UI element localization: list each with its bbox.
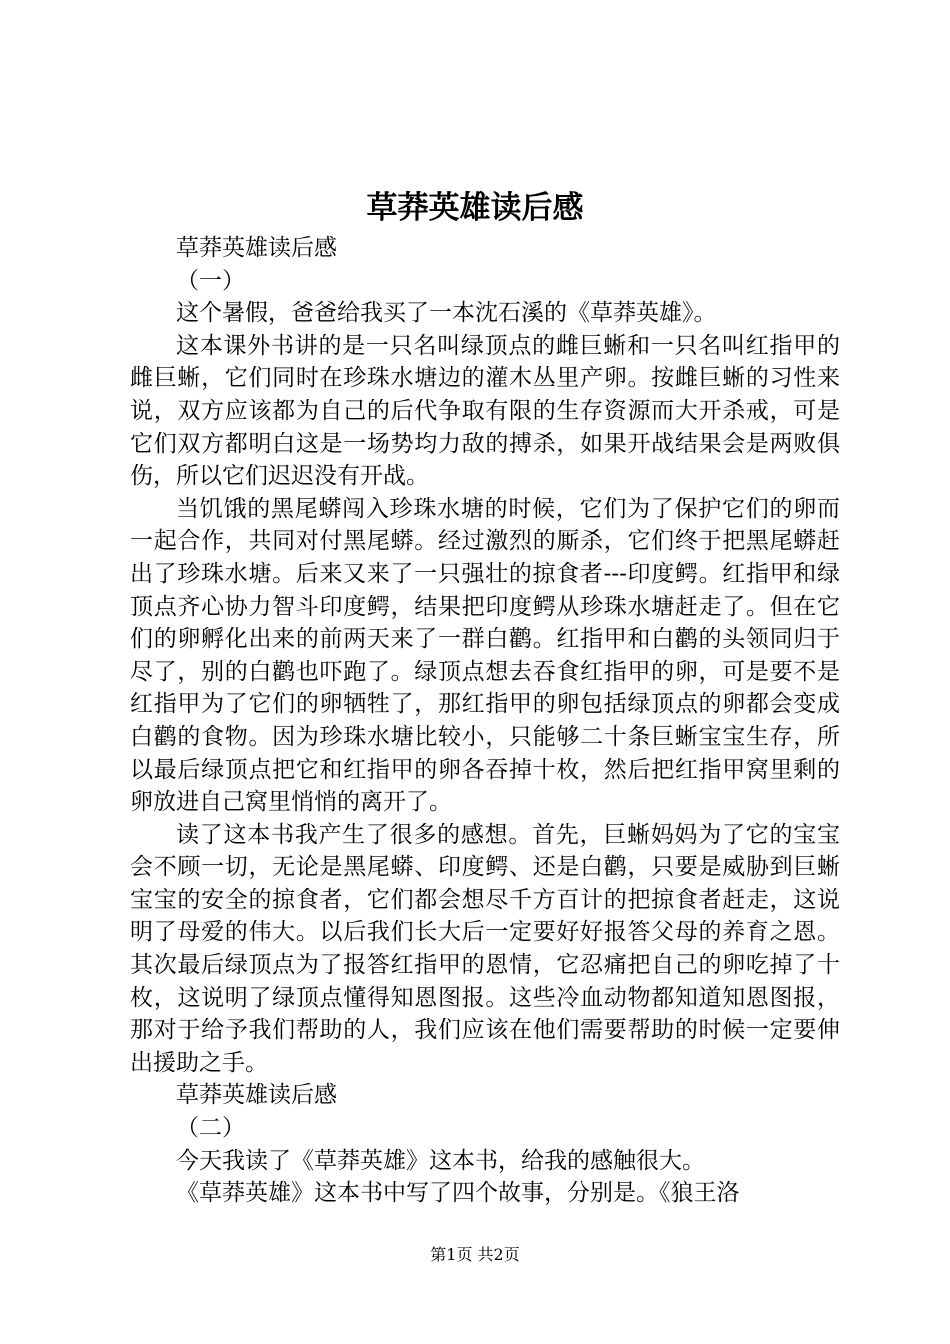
- section-marker: （二）: [176, 1115, 245, 1142]
- body-paragraph: 当饥饿的黑尾蟒闯入珍珠水塘的时候，它们为了保护它们的卵而一起合作，共同对付黑尾蟒。经过激烈的厮杀，它们终于把黑尾蟒赶出了珍珠水塘。后来又来了一只强壮的掠食者---印度鳄。红指甲和绿顶点齐心协力智斗印度鳄，结果把印度鳄从珍珠水塘赶走了。但在它们的卵孵化出来的前两天来了一群白鹳。红指甲和白鹳的头领同归于尽了，别的白鹳也吓跑了。绿顶点想去吞食红指甲的卵，可是要不是红指甲为了它们的卵牺牲了，那红指甲的卵包括绿顶点的卵都会变成白鹳的食物。因为珍珠水塘比较小，只能够二十条巨蜥宝宝生存，所以最后绿顶点把它和红指甲的卵各吞掉十枚，然后把红指甲窝里剩的卵放进自己窝里悄悄的离开了。: [130, 495, 840, 816]
- subtitle-paragraph: 草莽英雄读后感: [176, 235, 337, 261]
- body-paragraph: 读了这本书我产生了很多的感想。首先，巨蜥妈妈为了它的宝宝会不顾一切，无论是黑尾蟒、印度鳄、还是白鹳，只要是威胁到巨蜥宝宝的安全的掠食者，它们都会想尽千方百计的把掠食者赶走，这说明了母爱的伟大。以后我们长大后一定要好好报答父母的养育之恩。其次最后绿顶点为了报答红指甲的恩情，它忍痛把自己的卵吃掉了十枚，这说明了绿顶点懂得知恩图报。这些冷血动物都知道知恩图报，那对于给予我们帮助的人，我们应该在他们需要帮助的时候一定要伸出援助之手。: [130, 821, 840, 1076]
- body-paragraph: 这本课外书讲的是一只名叫绿顶点的雌巨蜥和一只名叫红指甲的雌巨蜥，它们同时在珍珠水塘边的灌木丛里产卵。按雌巨蜥的习性来说，双方应该都为自己的后代争取有限的生存资源而大开杀戒，可是它们双方都明白这是一场势均力敌的搏杀，如果开战结果会是两败俱伤，所以它们迟迟没有开战。: [130, 332, 840, 490]
- document-body: [130, 232, 840, 1210]
- section-marker: （一）: [176, 267, 245, 294]
- body-paragraph: 这个暑假，爸爸给我买了一本沈石溪的《草莽英雄》。: [176, 300, 717, 327]
- body-paragraph: 《草莽英雄》这本书中写了四个故事，分别是。《狼王洛: [176, 1180, 740, 1207]
- body-paragraph: 今天我读了《草莽英雄》这本书，给我的感触很大。: [176, 1147, 705, 1174]
- page-footer: 第1页 共2页: [430, 1245, 520, 1264]
- subtitle-paragraph: 草莽英雄读后感: [176, 1082, 337, 1109]
- document-title: 草莽英雄读后感: [366, 190, 584, 226]
